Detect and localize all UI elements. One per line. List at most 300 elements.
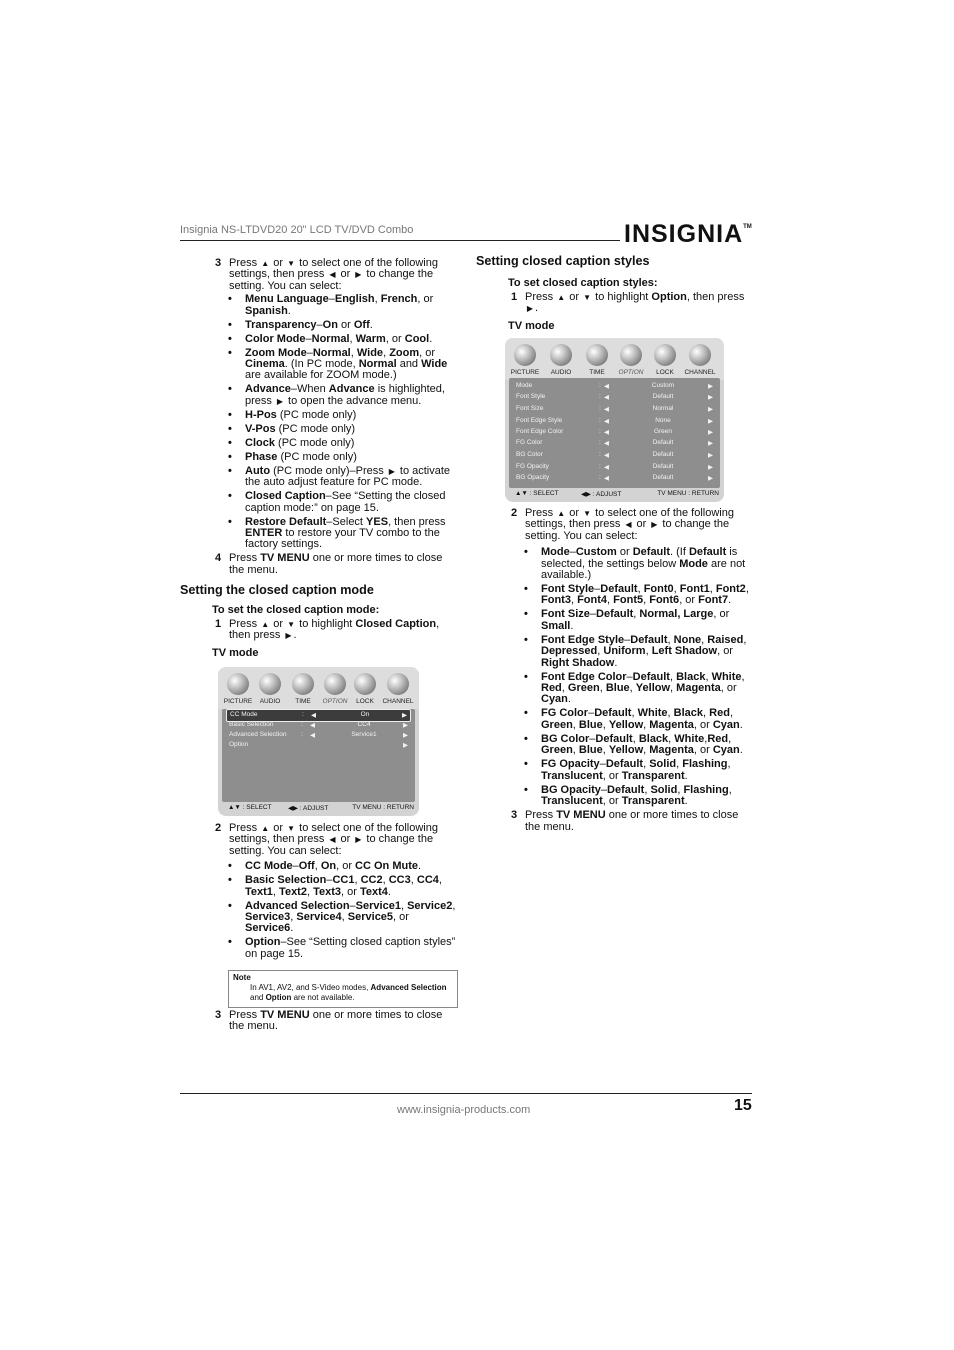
text: is highlighted, press (245, 383, 445, 407)
tab-label: LOCK (656, 369, 674, 376)
text: , (670, 682, 677, 695)
text: to select one of the following settings, then press (229, 822, 438, 846)
value: Small (541, 619, 571, 632)
row-label: Font Edge Color (516, 428, 564, 435)
tab-channel (680, 344, 720, 376)
text: , (632, 732, 639, 745)
text: – (588, 707, 595, 720)
right-arrow-icon: ▶ (526, 304, 534, 314)
value: Green (567, 682, 600, 695)
value: Option (651, 290, 687, 303)
value: Left Shadow (651, 645, 718, 658)
label: BG Color (541, 732, 590, 745)
text: , (643, 744, 650, 757)
value: Depressed (541, 645, 598, 658)
footer-adjust: ◀▶ : ADJUST (581, 491, 622, 498)
text: . (728, 594, 732, 607)
text: , (729, 707, 733, 720)
menu-row (513, 462, 716, 473)
label: FG Opacity (541, 758, 600, 771)
clock-icon (292, 673, 314, 695)
text: , (572, 744, 579, 757)
header-rule (180, 240, 620, 241)
left-arrow-icon: ◀ (625, 520, 632, 530)
logo-text: INSIGNIA (624, 220, 744, 248)
style-step-3 (508, 810, 754, 833)
satellite-icon (689, 344, 711, 366)
colon: : (302, 711, 304, 718)
text: – (292, 860, 299, 873)
value: Normal (358, 358, 397, 371)
row-label: Font Style (516, 393, 546, 400)
row-value: Default (652, 474, 674, 481)
text: –See “Setting the closed caption mode:” on page 15. (245, 490, 446, 514)
right-arrow-icon: ▶ (276, 396, 284, 406)
list-item (541, 635, 754, 669)
up-arrow-icon: ▲ (557, 509, 566, 518)
text: or (273, 257, 284, 269)
value: French (380, 293, 418, 306)
text: , (452, 899, 456, 912)
text: –Select (326, 515, 367, 528)
list-item (245, 452, 460, 463)
footer-rule (180, 1093, 752, 1094)
value: Yellow (635, 682, 671, 695)
value: Off (353, 318, 370, 331)
step-3 (212, 258, 460, 292)
value: Default (600, 583, 638, 596)
text: . (739, 718, 743, 731)
row-label: Font Size (516, 405, 544, 412)
text: to change the setting. You can select: (229, 833, 434, 857)
value: Red (709, 707, 730, 720)
value: Blue (578, 718, 603, 731)
text: , (314, 860, 321, 873)
text: . (535, 302, 539, 315)
tab-label: AUDIO (550, 369, 572, 376)
section-title: Setting the closed caption mode (180, 583, 374, 597)
text: , (741, 670, 745, 683)
up-arrow-icon: ▲ (557, 292, 566, 302)
value: Default (632, 670, 670, 683)
value: Blue (578, 744, 603, 757)
tab-lock (645, 344, 685, 376)
row-value: Default (652, 393, 674, 400)
text: , (728, 732, 732, 745)
value: Wide (421, 358, 448, 371)
label: Zoom Mode (245, 346, 307, 359)
note-body (250, 983, 450, 1002)
text: are not available. (291, 992, 355, 1002)
text: – (349, 899, 356, 912)
value: Service1 (355, 899, 401, 912)
gear-icon (324, 673, 346, 695)
value: Normal (312, 346, 351, 359)
text: or (340, 268, 351, 281)
value: Black (638, 732, 669, 745)
tab-label: CHANNEL (382, 698, 414, 705)
tab-label: OPTION (322, 698, 348, 705)
option-menu-screenshot (505, 338, 724, 502)
clock-icon (586, 344, 608, 366)
row-value: Service1 (351, 731, 377, 738)
text: , or (720, 682, 737, 695)
text: one or more times to close the menu. (525, 809, 739, 833)
section-title: Setting closed caption styles (476, 254, 650, 268)
label: Menu Language (245, 293, 329, 306)
colon: : (599, 382, 601, 389)
text: to select one of the following settings, then press (525, 507, 734, 531)
picture-icon (227, 673, 249, 695)
tab-label: CHANNEL (684, 369, 716, 376)
text: , (667, 707, 674, 720)
text: , (382, 874, 389, 887)
text: . (293, 629, 297, 642)
text: , (676, 758, 683, 771)
value: Font0 (643, 583, 674, 596)
right-arrow-icon: ▶ (651, 520, 658, 530)
list-item (541, 672, 754, 706)
value: Flashing (682, 758, 728, 771)
text: , (290, 911, 297, 924)
text: – (624, 633, 631, 646)
right-arrow-icon: ▶ (708, 464, 713, 471)
label: Advanced Selection (245, 899, 350, 912)
label: Font Edge Style (541, 633, 625, 646)
tab-label: TIME (295, 698, 311, 705)
value: Mode (679, 557, 708, 570)
value: Translucent (541, 769, 603, 782)
text: , (637, 583, 644, 596)
left-arrow-icon: ◀ (604, 464, 609, 471)
value: TV MENU (556, 809, 606, 822)
row-value: Default (652, 463, 674, 470)
text: Press (229, 552, 261, 565)
list-item (245, 348, 460, 382)
tab-label: OPTION (618, 369, 644, 376)
value: TV MENU (260, 1009, 310, 1021)
value: Green (541, 744, 573, 757)
value: Transparent (621, 795, 685, 808)
right-arrow-icon: ▶ (388, 466, 395, 476)
left-arrow-icon: ◀ (329, 270, 336, 280)
up-arrow-icon: ▲ (261, 259, 270, 268)
text: , (728, 783, 732, 796)
tab-label: LOCK (356, 698, 374, 705)
tab-label: PICTURE (223, 698, 253, 705)
step-number: 2 (215, 822, 222, 834)
text: to highlight (299, 617, 356, 630)
text: , (306, 885, 314, 898)
left-arrow-icon: ◀ (604, 406, 609, 413)
value: CC2 (360, 874, 383, 887)
text: , or (713, 608, 730, 621)
right-arrow-icon: ▶ (708, 394, 713, 401)
value: Cinema (245, 358, 285, 371)
value: Flashing (683, 783, 729, 796)
value: Yellow (608, 718, 644, 731)
value: Default (605, 758, 644, 771)
value: Black (676, 670, 706, 683)
value: Magenta (649, 718, 694, 731)
value: Red (541, 682, 562, 695)
value: Default (632, 546, 670, 559)
value: Default (595, 732, 633, 745)
down-arrow-icon: ▼ (287, 824, 296, 833)
right-arrow-icon: ▶ (403, 722, 408, 729)
value: Closed Caption (355, 617, 437, 630)
text: Press (229, 257, 258, 269)
text: . (290, 922, 294, 935)
value: Black (673, 707, 704, 720)
menu-row (513, 404, 716, 415)
text: are not available.) (541, 557, 746, 582)
down-arrow-icon: ▼ (287, 259, 296, 268)
value: Font5 (613, 594, 644, 607)
list-item (245, 491, 460, 514)
styles-section (476, 256, 752, 332)
value: CC3 (388, 874, 411, 887)
value: Service6 (245, 922, 291, 935)
value: None (673, 633, 702, 646)
text: , (727, 758, 731, 771)
label: Basic Selection (245, 874, 327, 887)
value: Font3 (541, 594, 571, 607)
value: Text1 (245, 885, 273, 898)
text: to open the advance menu. (288, 394, 422, 407)
menu-row (513, 392, 716, 403)
text: , then press (388, 515, 446, 528)
value: Font2 (715, 583, 746, 596)
text: to restore your TV combo to the factory settings. (245, 527, 440, 551)
row-label: Font Edge Style (516, 417, 563, 424)
text: , (677, 783, 684, 796)
row-label: Advanced Selection (229, 731, 287, 738)
step-number: 4 (215, 552, 222, 565)
text: , (629, 682, 636, 695)
text: , (350, 346, 357, 359)
label: FG Color (541, 707, 589, 720)
text: , (570, 594, 578, 607)
right-arrow-icon: ▶ (708, 475, 713, 482)
text: one or more times to close the menu. (229, 552, 443, 576)
text: , (743, 633, 747, 646)
value: Cyan (541, 693, 568, 706)
label: Mode (541, 546, 570, 559)
menu-tabs (505, 338, 724, 380)
tab-audio (541, 344, 581, 376)
text: , (668, 732, 675, 745)
label: Phase (245, 450, 278, 463)
left-arrow-icon: ◀ (604, 383, 609, 390)
text: – (306, 346, 313, 359)
menu-row (513, 473, 716, 484)
text: , (701, 633, 708, 646)
row-label: Option (229, 741, 249, 748)
left-arrow-icon: ◀ (604, 452, 609, 459)
text: – (594, 583, 601, 596)
right-arrow-icon: ▶ (708, 383, 713, 390)
text: , (667, 633, 674, 646)
label: Closed Caption (245, 490, 326, 503)
text: to select one of the following settings, then press (229, 257, 438, 281)
value: Right Shadow (541, 656, 615, 669)
text: , (341, 911, 348, 924)
menu-row (513, 438, 716, 449)
menu-body (509, 378, 720, 488)
left-arrow-icon: ◀ (311, 712, 316, 719)
text: (PC mode only) (276, 408, 357, 421)
value: Custom (575, 546, 617, 559)
row-label: Basic Selection (229, 721, 274, 728)
list-item (541, 547, 754, 581)
value: CC4 (416, 874, 439, 887)
text: , (643, 718, 650, 731)
lock-icon (354, 673, 376, 695)
down-arrow-icon: ▼ (287, 619, 296, 629)
right-arrow-icon: ▶ (285, 631, 292, 641)
value: On (322, 318, 338, 331)
left-arrow-icon: ◀ (604, 429, 609, 436)
text: , (272, 885, 280, 898)
value: YES (366, 515, 389, 528)
left-arrow-icon: ◀ (604, 475, 609, 482)
speaker-icon (259, 673, 281, 695)
text: or (569, 290, 580, 303)
label: Font Size (541, 608, 590, 621)
right-arrow-icon: ▶ (708, 418, 713, 425)
footer-return: TV MENU : RETURN (352, 804, 414, 811)
text: to highlight (595, 290, 652, 303)
value: Yellow (608, 744, 644, 757)
text: , (607, 594, 614, 607)
text: , or (602, 795, 622, 808)
text: , (599, 682, 606, 695)
right-arrow-icon: ▶ (403, 742, 408, 749)
text: , or (602, 769, 622, 782)
text: . (739, 744, 743, 757)
text: Press (229, 822, 258, 834)
footer-url[interactable]: www.insignia-products.com (397, 1104, 531, 1116)
text: to change the setting. You can select: (525, 518, 730, 542)
colon: : (599, 417, 601, 424)
text: , (705, 670, 712, 683)
list-item (541, 759, 754, 782)
list-item (245, 384, 460, 407)
right-arrow-icon: ▶ (708, 452, 713, 459)
lock-icon (654, 344, 676, 366)
row-label: FG Opacity (516, 463, 549, 470)
text: , (745, 583, 749, 596)
cc-step-1 (212, 619, 460, 642)
text: , (669, 670, 677, 683)
text: , or (417, 293, 434, 306)
text: Press (525, 507, 554, 519)
text: , then press (229, 617, 440, 642)
cc-step-3 (212, 1010, 460, 1033)
value: Magenta (649, 744, 694, 757)
value: White (637, 707, 668, 720)
text: , (673, 583, 680, 596)
text: . (567, 693, 571, 706)
setting-list (212, 294, 460, 551)
text: , (572, 718, 579, 731)
text: , (633, 608, 640, 621)
footer-return: TV MENU : RETURN (657, 490, 719, 497)
style-step-1 (508, 292, 752, 315)
text: , (438, 874, 442, 887)
text: – (328, 293, 335, 306)
value: Font6 (649, 594, 680, 607)
text: one or more times to close the menu. (229, 1009, 443, 1033)
step-number: 1 (511, 290, 518, 303)
text: (PC mode only) (275, 422, 356, 435)
down-arrow-icon: ▼ (583, 292, 592, 302)
value: White (711, 670, 742, 683)
step-number: 2 (511, 507, 518, 519)
value: ENTER (245, 527, 283, 540)
value: Cyan (712, 744, 740, 757)
left-arrow-icon: ◀ (310, 732, 315, 739)
text: , (643, 758, 650, 771)
label: CC Mode (245, 860, 293, 873)
colon: : (599, 474, 601, 481)
subsection-title: To set closed caption styles: (508, 277, 658, 290)
cc-setting-list (212, 861, 460, 960)
text: Press (525, 290, 554, 303)
speaker-icon (550, 344, 572, 366)
value: Raised (707, 633, 744, 646)
text: Press (525, 809, 557, 822)
text: or (337, 318, 354, 331)
text: , or (393, 911, 409, 924)
text: or (636, 518, 647, 531)
tab-picture (505, 344, 545, 376)
list-item (245, 937, 460, 960)
text: , (410, 874, 417, 887)
text: is selected, the settings below (541, 546, 738, 570)
colon: : (599, 451, 601, 458)
label: Color Mode (245, 332, 306, 345)
row-value: Custom (651, 382, 675, 389)
value: Red (707, 732, 729, 745)
text: or (340, 833, 351, 846)
value: Service4 (296, 911, 342, 924)
list-item (245, 517, 460, 551)
text: – (589, 608, 597, 621)
value: On (320, 860, 337, 873)
row-value: On (360, 711, 370, 718)
cc-step-2 (212, 823, 460, 857)
value: CC1 (332, 874, 355, 887)
list-item (541, 609, 754, 632)
up-arrow-icon: ▲ (261, 824, 270, 833)
satellite-icon (387, 673, 409, 695)
value: White (674, 732, 705, 745)
left-column (212, 258, 460, 578)
right-arrow-icon: ▶ (402, 712, 407, 719)
text: and (396, 358, 422, 371)
value: Magenta (676, 682, 721, 695)
list-item (245, 901, 460, 935)
text: , or (385, 332, 405, 345)
menu-footer (218, 802, 419, 816)
text: , (704, 732, 708, 745)
text: , (709, 583, 716, 596)
text: , (354, 874, 361, 887)
label: Advance (245, 383, 291, 396)
text: , (597, 645, 604, 658)
